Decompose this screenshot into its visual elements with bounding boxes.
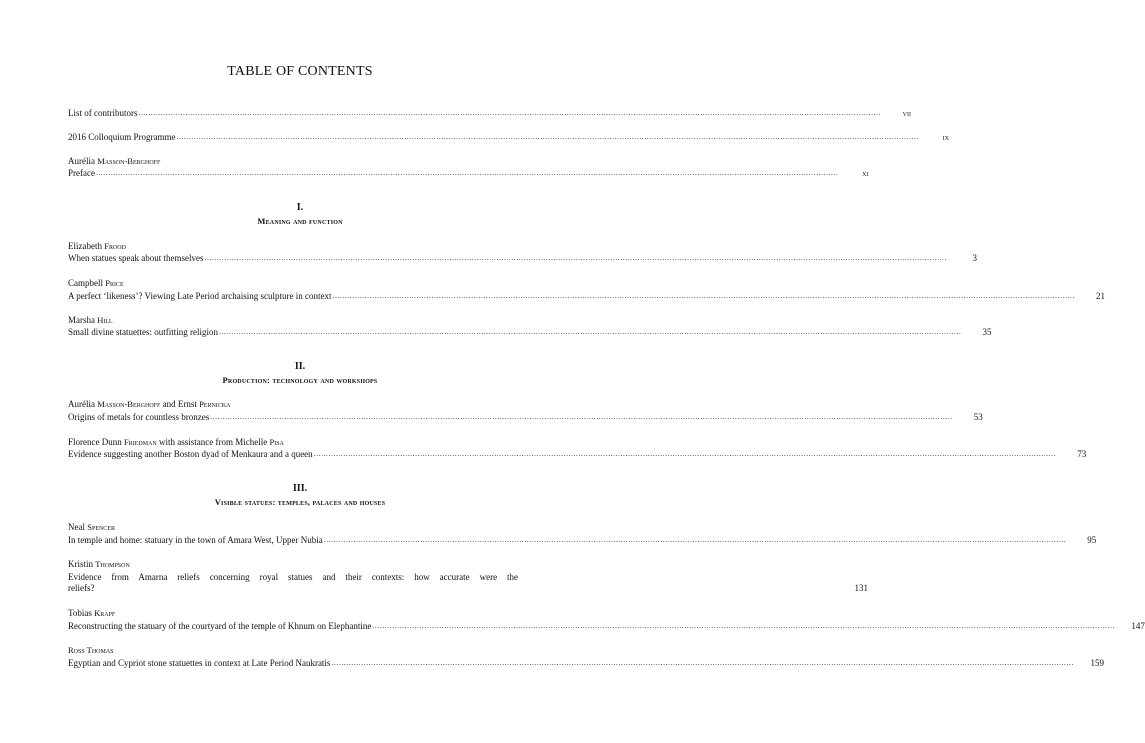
leader-dots: ............................................................................................................................................................................................................................................................................................................ (331, 658, 1074, 667)
leader-dots: ............................................................................................................................................................................................................................................................................................................ (332, 291, 1075, 300)
leader-dots: ............................................................................................................................................................................................................................................................................................................ (313, 449, 1057, 458)
leader-dots: ............................................................................................................................................................................................................................................................................................................ (204, 253, 947, 262)
entry-author: Florence Dunn Friedman with assistance from Michelle Pisa (68, 437, 284, 447)
entry-author: Ross Thomas (68, 645, 114, 655)
page-number: 73 (1077, 449, 1087, 459)
page-number: vii (902, 108, 911, 118)
toc-entry[interactable] (68, 581, 868, 595)
entry-title: List of contributors (68, 108, 138, 118)
toc-entry[interactable] (68, 656, 1104, 670)
entry-author: Neal Spencer (68, 522, 115, 532)
entry-title: Reconstructing the statuary of the courtyard of the temple of Khnum on Elephantine (68, 621, 372, 631)
section-number: II. (294, 361, 306, 372)
entry-author: Marsha Hill (68, 315, 113, 325)
entry-author: Aurélia Masson-Berghoff (68, 156, 161, 166)
toc-entry[interactable] (68, 447, 1087, 461)
page-number: 95 (1087, 535, 1097, 545)
leader-dots (95, 581, 838, 595)
toc-entry[interactable] (68, 619, 1145, 633)
entry-title: reliefs? (68, 583, 95, 593)
page-number: 131 (854, 583, 868, 593)
section-title: Visible statues: temples, palaces and houses (214, 497, 386, 507)
toc-entry[interactable] (68, 533, 1097, 547)
leader-dots: ............................................................................................................................................................................................................................................................................................................ (176, 132, 919, 141)
entry-title: Origins of metals for countless bronzes (68, 412, 210, 422)
page-number: ix (942, 132, 949, 142)
page-number: 159 (1090, 658, 1104, 668)
page-number: 21 (1095, 291, 1105, 301)
toc-entry[interactable] (68, 251, 977, 265)
page-number: 3 (972, 253, 977, 263)
entry-title: Evidence suggesting another Boston dyad of Menkaura and a queen (68, 449, 313, 459)
toc-entry[interactable] (68, 289, 1105, 303)
entry-author: Tobias Krapf (68, 608, 116, 618)
entry-author: Campbell Price (68, 278, 124, 288)
entry-title: Small divine statuettes: outfitting religion (68, 327, 218, 337)
entry-title: Preface (68, 168, 95, 178)
entry-title: Egyptian and Cypriot stone statuettes in context at Late Period Naukratis (68, 658, 331, 668)
section-number: I. (296, 202, 304, 213)
leader-dots: ............................................................................................................................................................................................................................................................................................................ (138, 108, 881, 117)
section-title: Production: technology and workshops (222, 375, 378, 385)
page-number: 35 (982, 327, 992, 337)
toc-entry[interactable] (68, 410, 983, 424)
toc-entry[interactable] (68, 325, 992, 339)
entry-title: 2016 Colloquium Programme (68, 132, 176, 142)
page-title: TABLE OF CONTENTS (227, 64, 373, 79)
entry-author: Aurélia Masson-Berghoff and Ernst Pernicka (68, 399, 231, 409)
leader-dots: ............................................................................................................................................................................................................................................................................................................ (218, 327, 962, 336)
toc-entry-preface[interactable] (68, 166, 869, 180)
entry-title: In temple and home: statuary in the town of Amara West, Upper Nubia (68, 535, 323, 545)
page-number: 53 (973, 412, 983, 422)
section-title: Meaning and function (257, 216, 343, 226)
page-number: 147 (1131, 621, 1145, 631)
entry-title: A perfect ‘likeness’? Viewing Late Period archaising sculpture in context (68, 291, 332, 301)
page-number: xi (862, 168, 869, 178)
entry-title: When statues speak about themselves (68, 253, 204, 263)
toc-entry-programme[interactable] (68, 130, 949, 144)
leader-dots: ............................................................................................................................................................................................................................................................................................................ (95, 168, 839, 177)
section-number: III. (292, 483, 308, 494)
entry-author: Elizabeth Frood (68, 241, 126, 251)
leader-dots: ............................................................................................................................................................................................................................................................................................................ (323, 535, 1067, 544)
leader-dots: ............................................................................................................................................................................................................................................................................................................ (372, 621, 1115, 630)
toc-entry-contributors[interactable] (68, 106, 911, 120)
leader-dots: ............................................................................................................................................................................................................................................................................................................ (210, 412, 953, 421)
entry-author: Kristin Thompson (68, 559, 130, 569)
entry-title-line1: Evidence from Amarna reliefs concerning royal statues and their contexts: how accurate were the (68, 572, 518, 582)
